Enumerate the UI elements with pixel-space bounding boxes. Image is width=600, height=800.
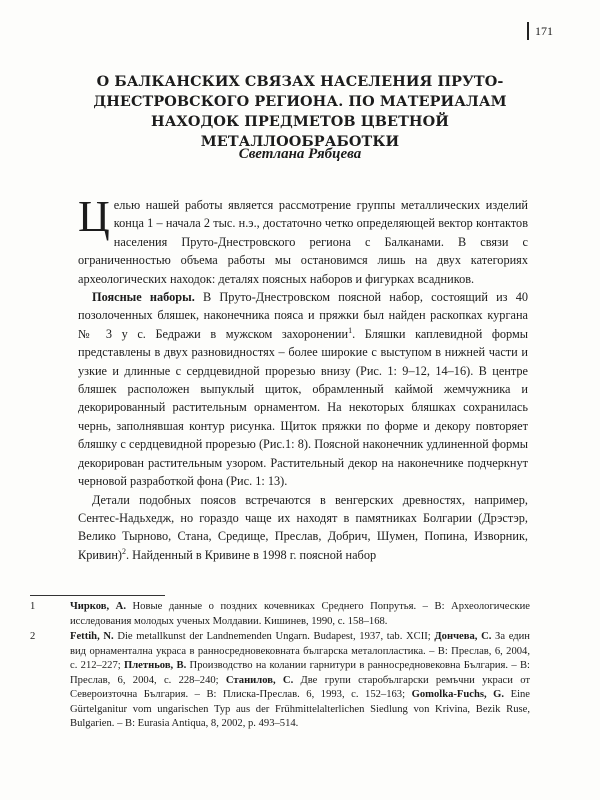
paragraph-text: . Найденный в Кривине в 1998 г. поясной набор (126, 547, 377, 562)
article-title: О БАЛКАНСКИХ СВЯЗАХ НАСЕЛЕНИЯ ПРУТО-ДНЕСТРОВСКОГО РЕГИОНА. ПО МАТЕРИАЛАМ НАХОДОК ПРЕДМЕТОВ ЦВЕТНОЙ МЕТАЛЛООБРАБОТКИ (93, 73, 507, 150)
section-run-in-heading: Поясные наборы. (92, 290, 195, 305)
citation-text: Eine Gürtelganitur vom ungarischen Typ aus der Frühmittelalterlichen Siedlung von Krivina, Bezik Ruse, Bulgarien. – B: Eurasia Antiqua, 8, 2002, р. 493–514. (70, 689, 531, 729)
body-paragraph (78, 192, 528, 288)
citation-author: Fettih, N. (70, 631, 114, 642)
paragraph-text: В Пруто-Днестровском поясной набор, состоящий из 40 позолоченных бляшек, наконечника пояса и пряжки был найден раскопках кургана № 3 у с. Бедражи в мужском захоронении (78, 290, 528, 341)
citation-author: Чирков, А. (70, 601, 126, 612)
author-name: Светлана Рябцева (238, 146, 362, 162)
citation-text: Die metallkunst der Landnemenden Ungarn. Budapest, 1937, tab. XCII; (113, 631, 435, 642)
paragraph-text: елью нашей работы является рассмотрение группы металлических изделий конца 1 – начала 2 тыс. н.э., достаточно четко определяющей вектор контактов населения Пруто-Днестровского региона с Балканами. В связи с ограниченностью объема работы мы остановимся лишь на двух категориях археологических находок: деталях поясных наборов и фигурках всадников. (78, 198, 528, 286)
drop-cap: Ц (78, 192, 110, 241)
footnote-ref[interactable]: 1 (348, 325, 353, 335)
citation-author: Gomolka-Fuchs, G. (411, 689, 505, 700)
citation-text: Две групи старобългарски ремъчни украси от Североизточна България. – В: Плиска-Преслав. 6, 1993, с. 152–163; (70, 674, 530, 700)
footnote (30, 600, 530, 629)
footnote-text (70, 630, 530, 732)
footnote-ref[interactable]: 2 (122, 546, 126, 556)
citation-text: Производство на колании гарнитури в ранносредновековна България. – В: Преслав, 6, 2004, с. 228–240; (70, 660, 530, 686)
citation-author: Станилов, С. (225, 674, 294, 686)
article-body (78, 192, 528, 564)
footnote-divider (30, 595, 165, 596)
paragraph-text: . Бляшки каплевидной формы представлены в двух разновидностях – более широкие с выступом в нижней части и узкие и длинные с сердцевидной прорезью внизу (Рис. 1: 9–12, 14–16). В центре бляшек расположен выпуклый щиток, обрамленный каймой жемчужника и декорированный растительным орнаментом. На некоторых бляшках сохранилась чернь, заполнявшая контур рисунка. Щиток пряжки по форме и декору повторяет бляшку с сердцевидной прорезью (Рис.1: 8). Поясной наконечник удлиненной формы декорирован растительным узором. Растительный декор на наконечнике подчеркнут черновой разработкой фона (Рис. 1: 13). (78, 326, 528, 489)
footnote (30, 630, 530, 732)
footnote-number: 2 (30, 631, 36, 642)
citation-text: За един вид орнаментална украса в ранносредновековната българска металопластика. – В: Преслав, 6, 2004, с. 212–227; (70, 631, 530, 671)
citation-author: Дончева, С. (434, 631, 492, 642)
citation-author: Плетньов, В. (124, 660, 187, 671)
body-paragraph (78, 491, 528, 565)
citation-text: Новые данные о поздних кочевниках Среднего Попрутья. – В: Археологические исследования молодых ученых Молдавии. Кишинев, 1990, с. 158–168. (70, 601, 530, 627)
footnote-text (70, 600, 530, 629)
body-paragraph (78, 288, 528, 490)
paragraph-text: Детали подобных поясов встречаются в венгерских древностях, например, Сентес-Надьхедж, но гораздо чаще их находят в памятниках Болгарии (Дрэстэр, Велико Тырново, Стана, Средище, Преслав, Добрич, Шумен, Попина, Изворник, Кривин) (78, 492, 528, 562)
footnote-number: 1 (30, 601, 36, 612)
footnotes (30, 600, 530, 733)
page-number: 171 (527, 22, 553, 40)
